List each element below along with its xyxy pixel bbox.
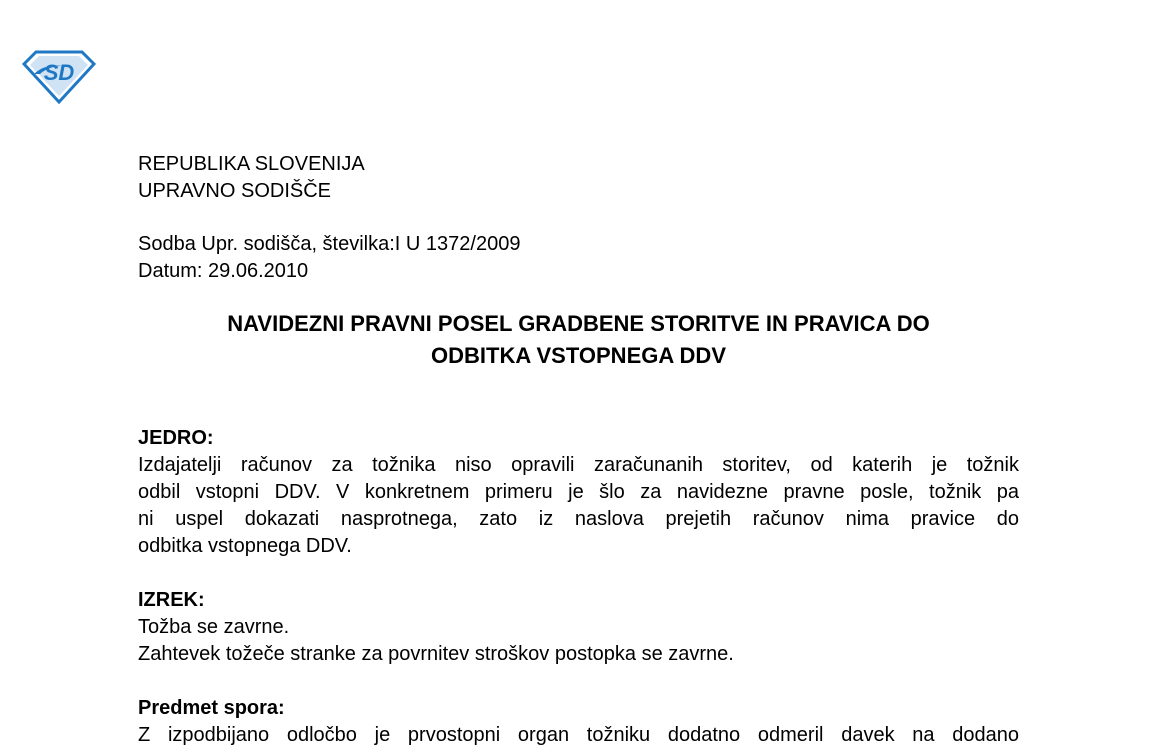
izrek-heading: IZREK: [138, 589, 205, 611]
izrek-line-2: Zahtevek tožeče stranke za povrnitev stroškov postopka se zavrne. [138, 643, 734, 665]
logo-text: SD [43, 60, 75, 85]
jedro-heading: JEDRO: [138, 427, 214, 449]
header-line-1: REPUBLIKA SLOVENIJA [138, 153, 365, 175]
document-page [138, 151, 1019, 749]
predmet-heading: Predmet spora: [138, 697, 285, 719]
title-line-1: NAVIDEZNI PRAVNI POSEL GRADBENE STORITVE IN PRAVICA DO [227, 311, 930, 336]
jedro-line-1: Izdajatelji računov za tožnika niso opravili zaračunanih storitev, od katerih je tožnik [138, 454, 1019, 476]
predmet-line-1: Z izpodbijano odločbo je prvostopni organ tožniku dodatno odmeril davek na dodano [138, 724, 1019, 746]
jedro-line-3: ni uspel dokazati nasprotnega, zato iz naslova prejetih računov nima pravice do [138, 508, 1019, 530]
header-line-2: UPRAVNO SODIŠČE [138, 180, 331, 202]
document-title [138, 308, 1019, 372]
sd-shield-logo-icon [22, 50, 96, 104]
izrek-line-1: Tožba se zavrne. [138, 616, 290, 638]
title-line-2: ODBITKA VSTOPNEGA DDV [431, 343, 726, 368]
case-number: Sodba Upr. sodišča, številka:I U 1372/2009 [138, 233, 521, 255]
jedro-line-2: odbil vstopni DDV. V konkretnem primeru je šlo za navidezne pravne posle, tožnik pa [138, 481, 1019, 503]
jedro-line-4: odbitka vstopnega DDV. [138, 535, 352, 557]
case-date: Datum: 29.06.2010 [138, 260, 309, 282]
